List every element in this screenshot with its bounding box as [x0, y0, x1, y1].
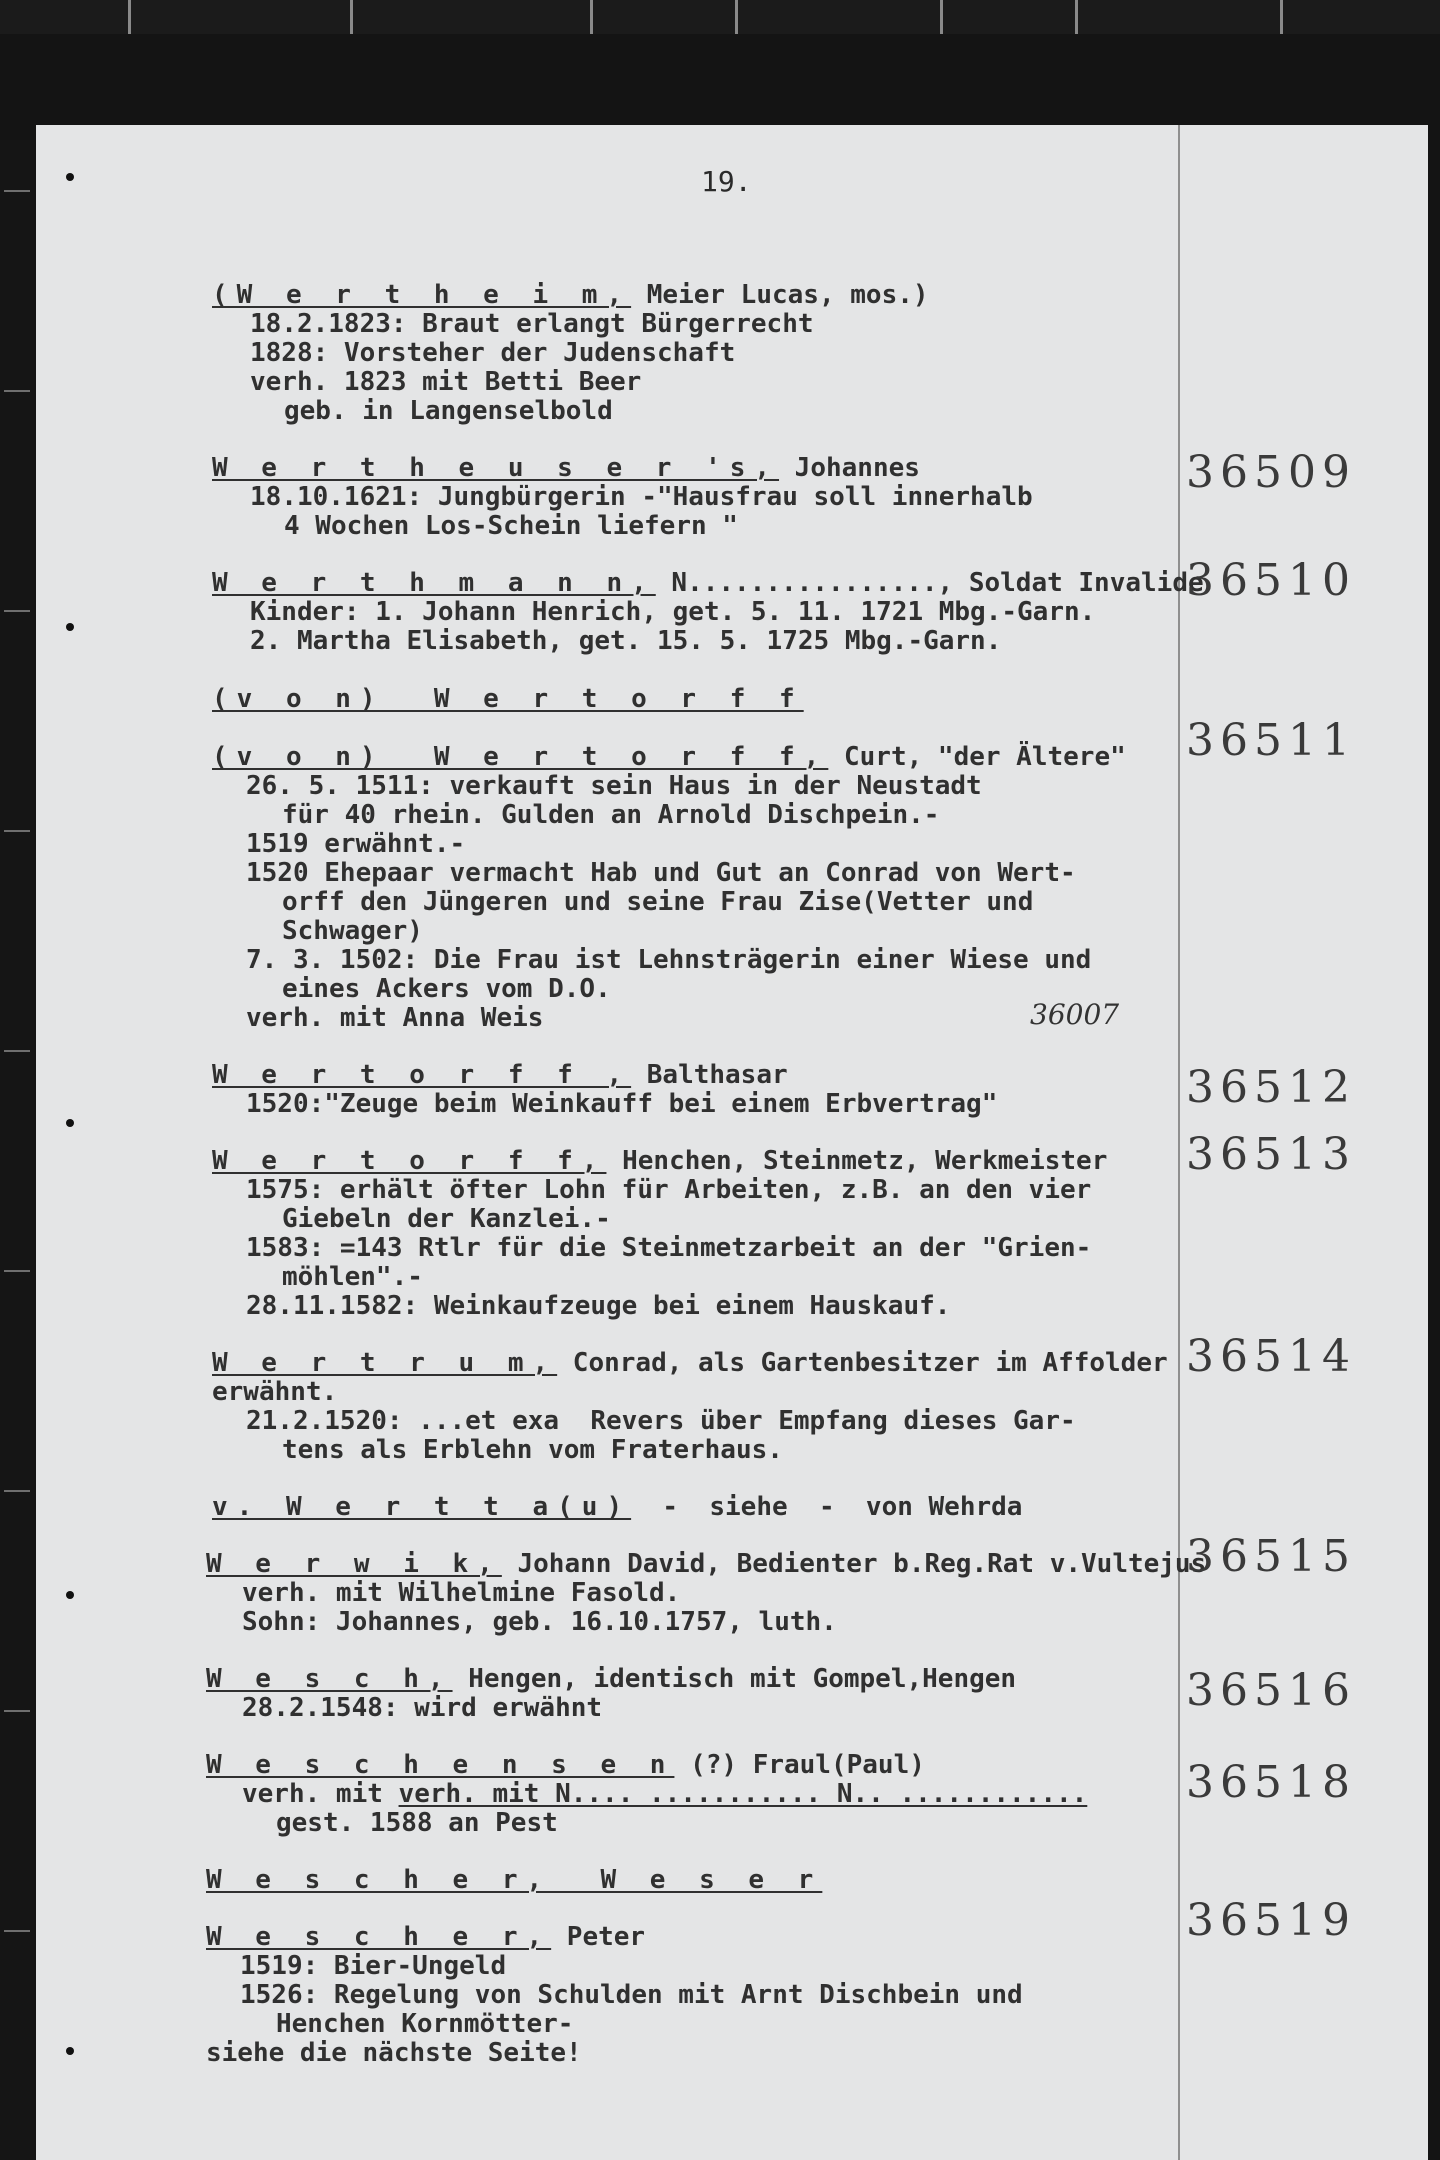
archive-number: 36511	[1186, 715, 1356, 766]
punch-hole-dot	[66, 623, 74, 631]
entry-details: Johann David, Bedienter b.Reg.Rat v.Vultejus	[501, 1549, 1207, 1579]
margin-rule	[1178, 125, 1180, 2160]
entry-surname: W e r t o r f f,	[212, 1146, 607, 1176]
entry-surname: (W e r t h e i m,	[212, 280, 632, 310]
entry-line: Kinder: 1. Johann Henrich, get. 5. 11. 1721 Mbg.-Garn.	[250, 597, 1096, 627]
entry-heading	[212, 1147, 1107, 1175]
archive-number: 36515	[1186, 1531, 1356, 1582]
entry-line: 1519 erwähnt.-	[246, 829, 466, 859]
entry-line: 7. 3. 1502: Die Frau ist Lehnsträgerin einer Wiese und	[246, 945, 1092, 975]
entry-line: Giebeln der Kanzlei.-	[282, 1204, 611, 1234]
entry-line: 1519: Bier-Ungeld	[240, 1951, 507, 1981]
entry-surname: W e r t r u m,	[212, 1348, 558, 1378]
entry-surname: W e s c h e r, W e s e r	[206, 1865, 823, 1895]
entry-line: gest. 1588 an Pest	[276, 1808, 558, 1838]
entry-surname: W e s c h e n s e n	[206, 1750, 675, 1780]
entry-line: möhlen".-	[282, 1262, 423, 1292]
entry-line: 1520:"Zeuge beim Weinkauff bei einem Erbvertrag"	[246, 1089, 998, 1119]
entry-line: 1575: erhält öfter Lohn für Arbeiten, z.B. an den vier	[246, 1175, 1092, 1205]
entry-line: erwähnt.	[212, 1377, 338, 1407]
entry-line: 1526: Regelung von Schulden mit Arnt Dischbein und	[240, 1980, 1023, 2010]
entry-details: Johannes	[779, 453, 920, 483]
entry-line: verh. 1823 mit Betti Beer	[250, 367, 642, 397]
archive-number: 36516	[1186, 1665, 1356, 1716]
entry-details: - siehe - von Wehrda	[631, 1492, 1023, 1522]
entry-surname: W e r t h m a n n,	[212, 568, 656, 598]
entry-heading	[206, 1550, 1206, 1578]
handwritten-note: 36007	[1030, 998, 1120, 1031]
entry-line: 4 Wochen Los-Schein liefern "	[284, 511, 738, 541]
entry-details: Peter	[551, 1922, 646, 1952]
entry-line: eines Ackers vom D.O.	[282, 974, 611, 1004]
entry-line: orff den Jüngeren und seine Frau Zise(Vetter und	[282, 887, 1034, 917]
entry-heading	[212, 569, 1204, 597]
entry-heading	[206, 1866, 822, 1894]
entry-details: N................, Soldat Invalide	[655, 568, 1204, 598]
film-top-strip	[0, 0, 1440, 34]
entry-line: für 40 rhein. Gulden an Arnold Dischpein.-	[282, 800, 940, 830]
archive-number: 36519	[1186, 1895, 1356, 1946]
entry-line: verh. mit verh. mit N.... ........... N.. ............	[242, 1779, 1088, 1809]
entry-surname: (v o n) W e r t o r f f	[212, 684, 804, 714]
entry-line: verh. mit Anna Weis	[246, 1003, 544, 1033]
entry-surname: W e s c h e r,	[206, 1922, 552, 1952]
entry-line: 2. Martha Elisabeth, get. 15. 5. 1725 Mbg.-Garn.	[250, 626, 1002, 656]
entry-line: 26. 5. 1511: verkauft sein Haus in der Neustadt	[246, 771, 982, 801]
entry-heading	[212, 1061, 788, 1089]
continuation-note: siehe die nächste Seite!	[206, 2038, 582, 2068]
entry-line: 28.2.1548: wird erwähnt	[242, 1693, 603, 1723]
archive-number: 36514	[1186, 1331, 1356, 1382]
entry-details: Balthasar	[631, 1060, 788, 1090]
punch-hole-dot	[66, 1119, 74, 1127]
archive-number: 36513	[1186, 1129, 1356, 1180]
entry-surname: W e r t o r f f ,	[212, 1060, 632, 1090]
entry-line: tens als Erblehn vom Fraterhaus.	[282, 1435, 783, 1465]
document-page	[36, 125, 1428, 2160]
entry-heading	[212, 1349, 1168, 1377]
entry-heading	[212, 685, 804, 713]
entry-line: geb. in Langenselbold	[284, 396, 613, 426]
page-number: 19.	[701, 165, 752, 198]
archive-number: 36509	[1186, 447, 1356, 498]
entry-line: Sohn: Johannes, geb. 16.10.1757, luth.	[242, 1607, 837, 1637]
entry-line: 28.11.1582: Weinkaufzeuge bei einem Hauskauf.	[246, 1291, 951, 1321]
entry-line: Henchen Kornmötter-	[276, 2009, 574, 2039]
entry-line: 18.10.1621: Jungbürgerin -"Hausfrau soll innerhalb	[250, 482, 1033, 512]
entry-heading	[206, 1751, 925, 1779]
entry-heading	[212, 743, 1126, 771]
archive-number: 36512	[1186, 1062, 1356, 1113]
entry-line: Schwager)	[282, 916, 423, 946]
spouse-name: verh. mit N.... ........... N.. ............	[398, 1779, 1088, 1809]
entry-details: Hengen, identisch mit Gompel,Hengen	[452, 1664, 1017, 1694]
punch-hole-dot	[66, 2047, 74, 2055]
entry-details: Conrad, als Gartenbesitzer im Affolder	[557, 1348, 1168, 1378]
entry-surname: v. W e r t t a(u)	[212, 1492, 632, 1522]
entry-details: (?) Fraul(Paul)	[674, 1750, 925, 1780]
entry-line: verh. mit Wilhelmine Fasold.	[242, 1578, 681, 1608]
entry-surname: W e s c h,	[206, 1664, 453, 1694]
entry-details: Henchen, Steinmetz, Werkmeister	[606, 1146, 1108, 1176]
entry-line: 21.2.1520: ...et exa Revers über Empfang dieses Gar-	[246, 1406, 1076, 1436]
film-left-edge	[0, 140, 34, 2160]
entry-surname: W e r t h e u s e r 's,	[212, 453, 780, 483]
archive-number: 36510	[1186, 555, 1356, 606]
entry-details: Curt, "der Ältere"	[828, 742, 1126, 772]
punch-hole-dot	[66, 173, 74, 181]
entry-heading	[206, 1665, 1016, 1693]
entry-line: 1583: =143 Rtlr für die Steinmetzarbeit an der "Grien-	[246, 1233, 1092, 1263]
entry-line: 18.2.1823: Braut erlangt Bürgerrecht	[250, 309, 814, 339]
entry-line: 1520 Ehepaar vermacht Hab und Gut an Conrad von Wert-	[246, 858, 1076, 888]
archive-number: 36518	[1186, 1757, 1356, 1808]
punch-hole-dot	[66, 1591, 74, 1599]
entry-surname: W e r w i k,	[206, 1549, 502, 1579]
entry-heading	[212, 1493, 1022, 1521]
entry-line: 1828: Vorsteher der Judenschaft	[250, 338, 736, 368]
entry-details: Meier Lucas, mos.)	[631, 280, 929, 310]
entry-surname: (v o n) W e r t o r f f,	[212, 742, 829, 772]
entry-heading	[212, 281, 929, 309]
entry-heading	[206, 1923, 645, 1951]
entry-heading	[212, 454, 920, 482]
